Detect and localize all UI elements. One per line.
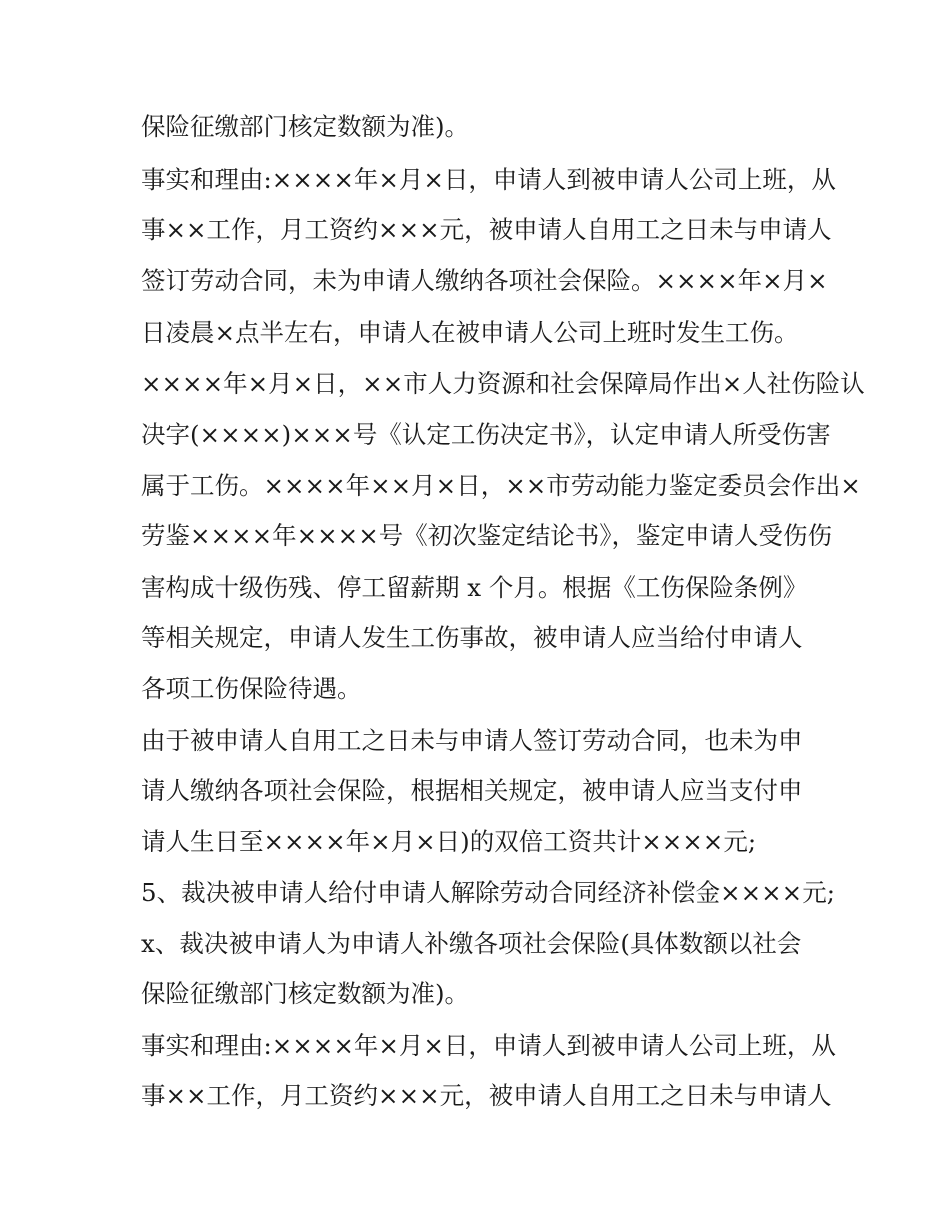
text-line: 请人缴纳各项社会保险，根据相关规定，被申请人应当支付申 — [141, 776, 803, 805]
text-line: 事××工作，月工资约×××元，被申请人自用工之日未与申请人 — [141, 215, 832, 244]
text-line: 各项工伤保险待遇。 — [141, 674, 362, 703]
text-line: 日凌晨×点半左右，申请人在被申请人公司上班时发生工伤。 — [141, 318, 799, 347]
text-line: 由于被申请人自用工之日未与申请人签订劳动合同，也未为申 — [141, 726, 803, 755]
text-line: 5、裁决被申请人给付申请人解除劳动合同经济补偿金××××元; — [141, 878, 835, 907]
text-line: ××××年×月×日，××市人力资源和社会保障局作出×人社伤险认 — [141, 369, 865, 398]
text-line: 请人生日至××××年×月×日)的双倍工资共计××××元; — [141, 827, 757, 856]
text-line: 事××工作，月工资约×××元，被申请人自用工之日未与申请人 — [141, 1081, 832, 1110]
text-line: 等相关规定，申请人发生工伤事故，被申请人应当给付申请人 — [141, 623, 803, 652]
text-line: x、裁决被申请人为申请人补缴各项社会保险(具体数额以社会 — [141, 929, 802, 958]
text-line: 害构成十级伤残、停工留薪期 x 个月。根据《工伤保险条例》 — [141, 573, 808, 602]
text-line: 事实和理由:××××年×月×日，申请人到被申请人公司上班，从 — [141, 1031, 836, 1060]
text-line: 属于工伤。××××年××月×日，××市劳动能力鉴定委员会作出× — [141, 471, 861, 500]
text-line: 保险征缴部门核定数额为准)。 — [141, 979, 470, 1008]
text-line: 劳鉴××××年××××号《初次鉴定结论书》，鉴定申请人受伤伤 — [141, 521, 832, 550]
text-line: 事实和理由:××××年×月×日，申请人到被申请人公司上班，从 — [141, 165, 836, 194]
text-line: 保险征缴部门核定数额为准)。 — [141, 112, 470, 141]
text-line: 决字(××××)×××号《认定工伤决定书》，认定申请人所受伤害 — [141, 420, 831, 449]
text-line: 签订劳动合同，未为申请人缴纳各项社会保险。××××年×月× — [141, 266, 828, 295]
